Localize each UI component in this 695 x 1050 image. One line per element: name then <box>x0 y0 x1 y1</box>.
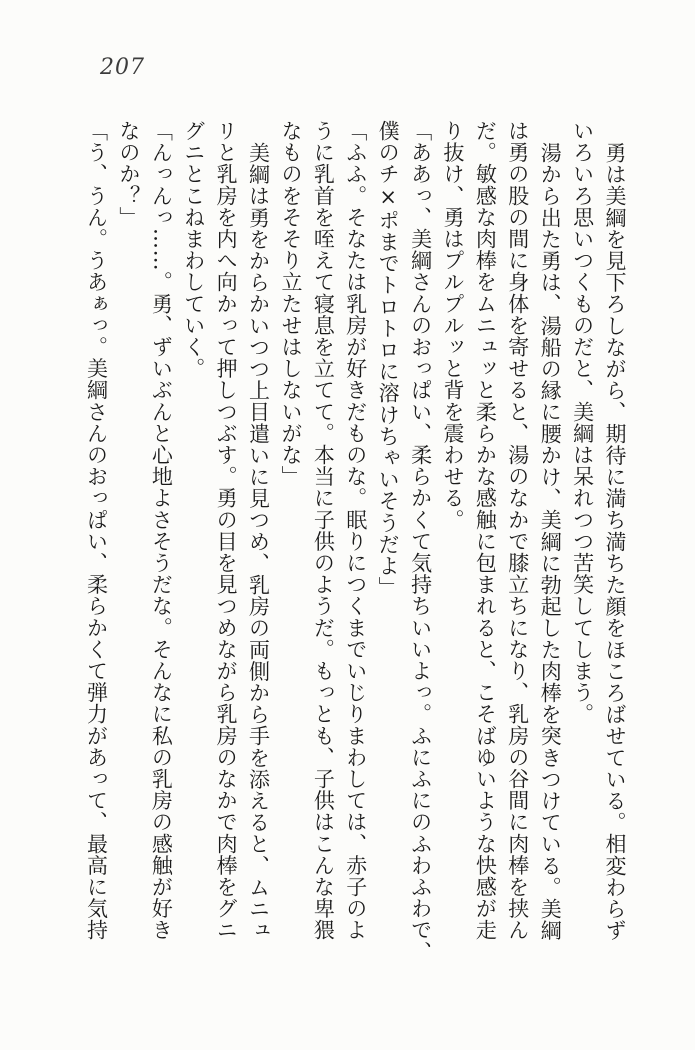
text-column: 湯から出た勇は、湯船の縁に腰かけ、美綱に勃起した肉棒を突きつけている。美綱 <box>538 141 563 941</box>
text-column: 「う、うん。うあぁっ。美綱さんのおっぱい、柔らかくて弾力があって、最高に気持 <box>84 120 109 941</box>
text-column: 僕のチ×ポまでトロトロに溶けちゃいそうだよ」 <box>376 120 401 599</box>
text-column: 勇は美綱を見下ろしながら、期待に満ち満ちた顔をほころばせている。相変わらず <box>603 141 627 941</box>
text-column: うに乳首を咥えて寝息を立てて。本当に子供のようだ。もっとも、子供はこんな卑猥 <box>311 120 336 941</box>
text-column: 「ああっ、美綱さんのおっぱい、柔らかくて気持ちいいよっ。ふにふにのふわふわで、 <box>408 120 433 963</box>
text-column: グニとこねまわしていく。 <box>181 120 206 380</box>
text-column: いろいろ思いつくものだと、美綱は呆れつつ苦笑してしまう。 <box>570 120 595 725</box>
text-column: リと乳房を内へ向かって押しつぶす。勇の目を見つめながら乳房のなかで肉棒をグニ <box>214 120 239 941</box>
text-column: なのか？」 <box>116 120 141 228</box>
text-column: 「んっんっ……。勇、ずいぶんと心地よさそうだな。そんなに私の乳房の感触が好き <box>149 120 174 941</box>
text-column: は勇の股の間に身体を寄せると、湯のなかで膝立ちになり、乳房の谷間に肉棒を挟ん <box>505 120 530 941</box>
text-column: だ。敏感な肉棒をムニュッと柔らかな感触に包まれると、こそばゆいような快感が走 <box>473 120 498 941</box>
text-column: なものをそそり立たせはしないがな」 <box>278 120 303 488</box>
page-number: 207 <box>100 55 145 80</box>
text-column: 美綱は勇をからかいつつ上目遣いに見つめ、乳房の両側から手を添えると、ムニュ <box>246 141 271 941</box>
novel-text-block <box>80 120 631 963</box>
text-column: 「ふふ。そなたは乳房が好きだものな。眠りにつくまでいじりまわしては、赤子のよ <box>343 120 368 941</box>
text-column: り抜け、勇はプルプルッと背を震わせる。 <box>440 120 465 531</box>
